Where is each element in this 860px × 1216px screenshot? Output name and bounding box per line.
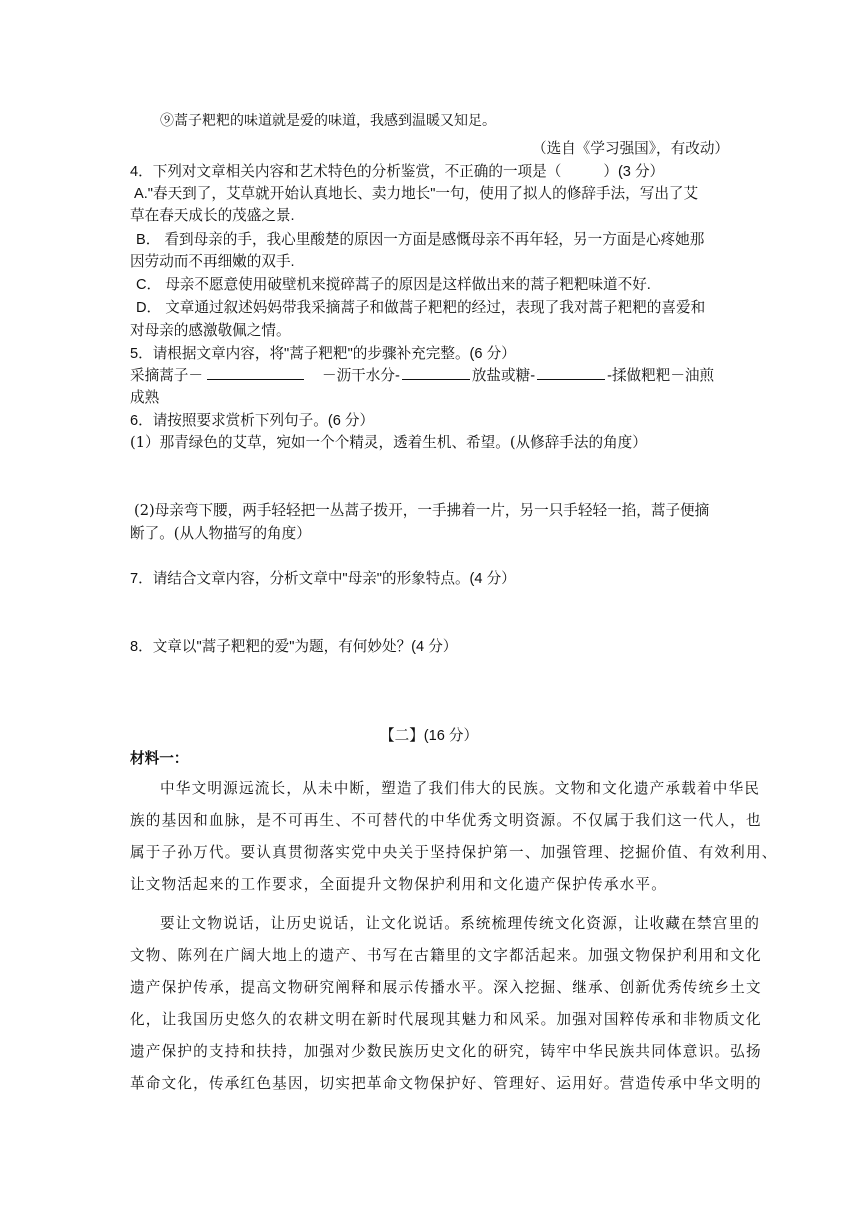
option-a-line-1: A."春天到了，艾草就开始认真地长、卖力地长"一句，使用了拟人的修辞手法，写出了艾 — [134, 186, 699, 202]
step-1: 采摘蒿子－ — [130, 368, 203, 384]
question-4-stem — [130, 161, 664, 183]
question-6-item-2-line-1: (2)母亲弯下腰，两手轻轻把一丛蒿子拨开，一手拂着一片，另一只手轻轻一掐，蒿子便摘 — [134, 502, 710, 519]
question-6-item-2-line-2: 断了。(从人物描写的角度） — [130, 525, 311, 542]
material-1-p2-line-5: 遗产保护的支持和扶持，加强对少数民族历史文化的研究，铸牢中华民族共同体意识。弘扬 — [130, 1043, 762, 1060]
material-1-p1-line-3: 属于子孙万代。要认真贯彻落实党中央关于坚持保护第一、加强管理、挖掘价值、有效利用、 — [130, 844, 778, 861]
fill-blank-2[interactable] — [402, 365, 470, 380]
option-b-line-2: 因劳动而不再细嫩的双手. — [130, 254, 295, 270]
material-1-p1-line-1: 中华文明源远流长，从未中断，塑造了我们伟大的民族。文物和文化遗产承载着中华民 — [160, 780, 761, 797]
option-a-line-2: 草在春天成长的茂盛之景. — [130, 208, 295, 224]
material-1-p2-line-3: 遗产保护传承，提高文物研究阐释和展示传播水平。深入挖掘、继承、创新优秀传统乡土文 — [130, 979, 762, 996]
material-1-p2-line-2: 文物、陈列在广阔大地上的遗产、书写在古籍里的文字都活起来。加强文物保护利用和文化 — [130, 947, 762, 964]
option-c-line-1: C． 母亲不愿意使用破壁机来搅碎蒿子的原因是这样做出来的蒿子粑粑味道不好. — [136, 277, 651, 293]
option-d-line-1: D． 文章通过叙述妈妈带我采摘蒿子和做蒿子粑粑的经过，表现了我对蒿子粑粑的喜爱和 — [136, 300, 706, 316]
question-8-stem: 8．文章以"蒿子粑粑的爱"为题，有何妙处？(4 分） — [130, 639, 458, 655]
question-4-stem-text: 4．下列对文章相关内容和艺术特色的分析鉴赏，不正确的一项是（ — [130, 164, 562, 180]
material-1-p2-line-4: 化，让我国历史悠久的农耕文明在新时代展现其魅力和风采。加强对国粹传承和非物质文化 — [130, 1011, 762, 1028]
step-2: －沥干水分- — [321, 368, 400, 384]
material-1-label: 材料一： — [130, 751, 189, 767]
question-6-stem: 6．请按照要求赏析下列句子。(6 分） — [130, 413, 375, 429]
material-1-p2-line-6: 革命文化，传承红色基因，切实把革命文物保护好、管理好、运用好。营造传承中华文明的 — [130, 1075, 762, 1092]
question-4-score: ）(3 分） — [603, 164, 665, 180]
material-1-p1-line-4: 让文物活起来的工作要求，全面提升文物保护利用和文化遗产保护传承水平。 — [130, 876, 667, 893]
option-d-line-2: 对母亲的感激敬佩之情。 — [130, 323, 291, 339]
material-1-p2-line-1: 要让文物说话，让历史说话，让文化说话。系统梳理传统文化资源，让收藏在禁宫里的 — [160, 915, 761, 932]
question-5-steps-cont: 成熟 — [130, 390, 160, 406]
section-2-heading: 【二】(16 分） — [380, 728, 479, 744]
question-5-stem: 5．请根据文章内容，将"蒿子粑粑"的步骤补充完整。(6 分） — [130, 346, 516, 362]
question-6-item-1: (1）那青绿色的艾草，宛如一个个精灵，透着生机、希望。(从修辞手法的角度） — [130, 434, 647, 451]
step-3: 放盐或糖- — [471, 368, 536, 384]
fill-blank-3[interactable] — [537, 365, 605, 380]
passage-paragraph-9: ⑨蒿子粑粑的味道就是爱的味道，我感到温暖又知足。 — [160, 113, 496, 129]
fill-blank-1[interactable] — [207, 365, 304, 380]
question-5-steps — [130, 365, 714, 387]
question-7-stem: 7．请结合文章内容，分析文章中"母亲"的形象特点。(4 分） — [130, 571, 516, 587]
option-b-line-1: B． 看到母亲的手，我心里酸楚的原因一方面是感慨母亲不再年轻，另一方面是心疼她那 — [136, 232, 705, 248]
step-4: -揉做粑粑－油煎 — [607, 368, 715, 384]
passage-source: （选自《学习强国》，有改动） — [532, 140, 730, 157]
material-1-p1-line-2: 族的基因和血脉，是不可再生、不可替代的中华优秀文明资源。不仅属于我们这一代人，也 — [130, 812, 762, 829]
